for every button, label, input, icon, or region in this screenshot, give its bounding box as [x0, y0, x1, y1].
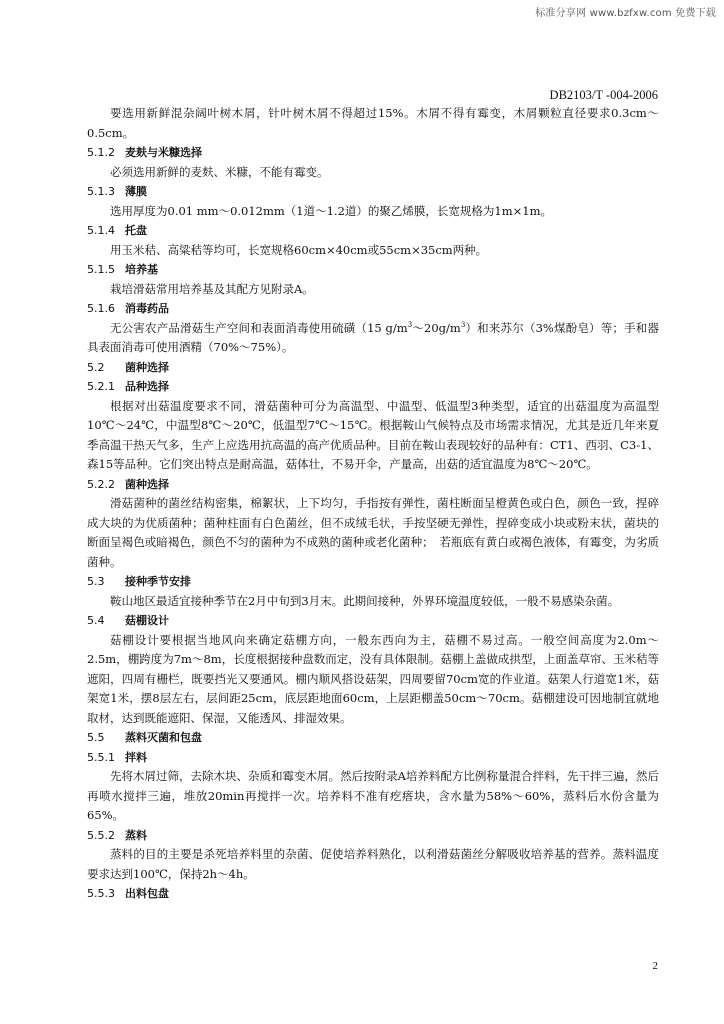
- paragraph: 选用厚度为0.01 mm～0.012mm（1道～1.2道）的聚乙烯膜，长宽规格为1m×1m。: [110, 203, 552, 218]
- standard-code: DB2103/T -004-2006: [549, 88, 658, 102]
- paragraph: 用玉米秸、高粱秸等均可，长宽规格60cm×40cm或55cm×35cm两种。: [110, 242, 488, 257]
- section-heading: [87, 358, 659, 378]
- section-heading: [87, 377, 659, 397]
- section-number: 5.5.3: [87, 887, 115, 900]
- section-number: 5.5.2: [87, 828, 115, 842]
- section-heading: [87, 748, 659, 768]
- section-heading: [87, 182, 659, 202]
- paragraph: 必须选用新鲜的麦麸、米糠，不能有霉变。: [110, 164, 329, 179]
- section-number: 5.1.6: [87, 302, 115, 315]
- paragraph: 鞍山地区最适宜接种季节在2月中旬到3月末。此期间接种，外界环境温度较低，一般不易感染杂菌。: [110, 593, 620, 608]
- section-title: 薄膜: [125, 185, 147, 198]
- section-number: 5.2: [87, 360, 105, 374]
- section-heading: [87, 143, 659, 163]
- section-heading: [87, 884, 659, 904]
- section-heading: [87, 826, 659, 846]
- section-title: 托盘: [125, 224, 147, 237]
- superscript: 3: [460, 320, 466, 329]
- paragraph: 栽培滑菇常用培养基及其配方见附录A。: [110, 281, 314, 296]
- paragraph: 蒸料的目的主要是杀死培养料里的杂菌、促使培养料熟化，以利滑菇菌丝分解吸收培养基的营养。蒸料温度要求达到100℃，保持2h～4h。: [87, 847, 659, 881]
- section-number: 5.3: [87, 575, 105, 588]
- section-heading: [87, 260, 659, 280]
- page-number: 2: [652, 960, 658, 972]
- paragraph: [87, 319, 659, 358]
- section-title: 麦麸与米糠选择: [125, 146, 202, 159]
- section-number: 5.4: [87, 614, 105, 627]
- section-heading: [87, 572, 659, 592]
- section-number: 5.2.2: [87, 477, 115, 491]
- section-title: 出料包盘: [125, 887, 169, 900]
- section-title: 蒸料: [125, 828, 147, 842]
- section-title: 消毒药品: [125, 302, 169, 315]
- section-title: 接种季节安排: [125, 575, 191, 588]
- section-heading: [87, 221, 659, 241]
- section-title: 菌种选择: [125, 360, 169, 374]
- superscript: 3: [407, 320, 413, 329]
- section-number: 5.1.3: [87, 185, 115, 198]
- site-watermark: 标准分享网 www.bzfxw.com 免费下载: [535, 8, 716, 19]
- section-number: 5.5: [87, 731, 105, 744]
- paragraph-text: ）和来苏尔（3%煤酚皂）等；手和器具表面消毒可使用酒精（70%～75%）。: [87, 320, 659, 354]
- section-title: 品种选择: [125, 380, 169, 393]
- paragraph-text: ～20g/m: [412, 320, 461, 335]
- paragraph: 滑菇菌种的菌丝结构密集，棉絮状，上下均匀，手指按有弹性，菌柱断面呈橙黄色或白色，颜色一致，捏碎成大块的为优质菌种；菌种柱面有白色菌丝，但不成绒毛状，手按坚硬无弹性，捏碎变成小块或粉末状，菌块的断面呈褐色或暗褐色，颜色不匀的菌种为不成熟的菌种或老化菌种； 若瓶底有黄白或褐色液体，有霉变，为劣质菌种。: [87, 496, 659, 569]
- paragraph-text: 无公害农产品滑菇生产空间和表面消毒使用硫磺（15 g/m: [110, 320, 408, 335]
- document-body: [87, 104, 659, 904]
- section-number: 5.1.5: [87, 263, 115, 276]
- section-heading: [87, 728, 659, 748]
- section-title: 拌料: [125, 750, 147, 764]
- section-heading: [87, 611, 659, 631]
- section-title: 培养基: [125, 263, 158, 276]
- paragraph: 先将木屑过筛，去除木块、杂质和霉变木屑。然后按附录A培养料配方比例称量混合拌料，先干拌三遍，然后再喷水搅拌三遍，堆放20min再搅拌一次。培养料不准有疙瘩块，含水量为58%～60%，蒸料后水份含量为65%。: [87, 769, 659, 822]
- section-number: 5.1.4: [87, 224, 115, 237]
- section-title: 菇棚设计: [125, 614, 169, 627]
- paragraph: 要选用新鲜混杂阔叶树木屑，针叶树木屑不得超过15%。木屑不得有霉变，木屑颗粒直径要求0.3cm～0.5cm。: [87, 106, 659, 140]
- section-title: 蒸料灭菌和包盘: [125, 731, 202, 744]
- paragraph: 根据对出菇温度要求不同，滑菇菌种可分为高温型、中温型、低温型3种类型，适宜的出菇温度为高温型10℃～24℃，中温型8℃～20℃，低温型7℃～15℃。根据鞍山气候特点及市场需求情况，尤其是近几年来夏季高温干热天气多，生产上应选用抗高温的高产优质品种。目前在鞍山表现较好的品种有：CT1、西羽、C3-1、森15等品种。它们突出特点是耐高温，菇体壮，不易开伞，产量高，出菇的适宜温度为8℃～20℃。: [87, 398, 659, 471]
- section-number: 5.2.1: [87, 380, 115, 393]
- section-number: 5.5.1: [87, 750, 115, 764]
- section-heading: [87, 475, 659, 495]
- paragraph: 菇棚设计要根据当地风向来确定菇棚方向，一般东西向为主，菇棚不易过高。一般空间高度为2.0m～2.5m，棚跨度为7m～8m，长度根据接种盘数而定，没有具体限制。菇棚上盖做成拱型，上面盖草帘、玉米秸等遮阳，四周有栅栏，既要挡光又要通风。棚内顺风搭设菇架，四周要留70cm宽的作业道。菇架人行道宽1米，菇架宽1米，摆8层左右，层间距25cm，底层距地面60cm，上层距棚盖50cm～70cm。菇棚建设可因地制宜就地取材，达到既能遮阳、保湿，又能透风、排湿效果。: [87, 632, 659, 725]
- section-title: 菌种选择: [125, 477, 169, 491]
- section-number: 5.1.2: [87, 146, 115, 159]
- section-heading: [87, 299, 659, 319]
